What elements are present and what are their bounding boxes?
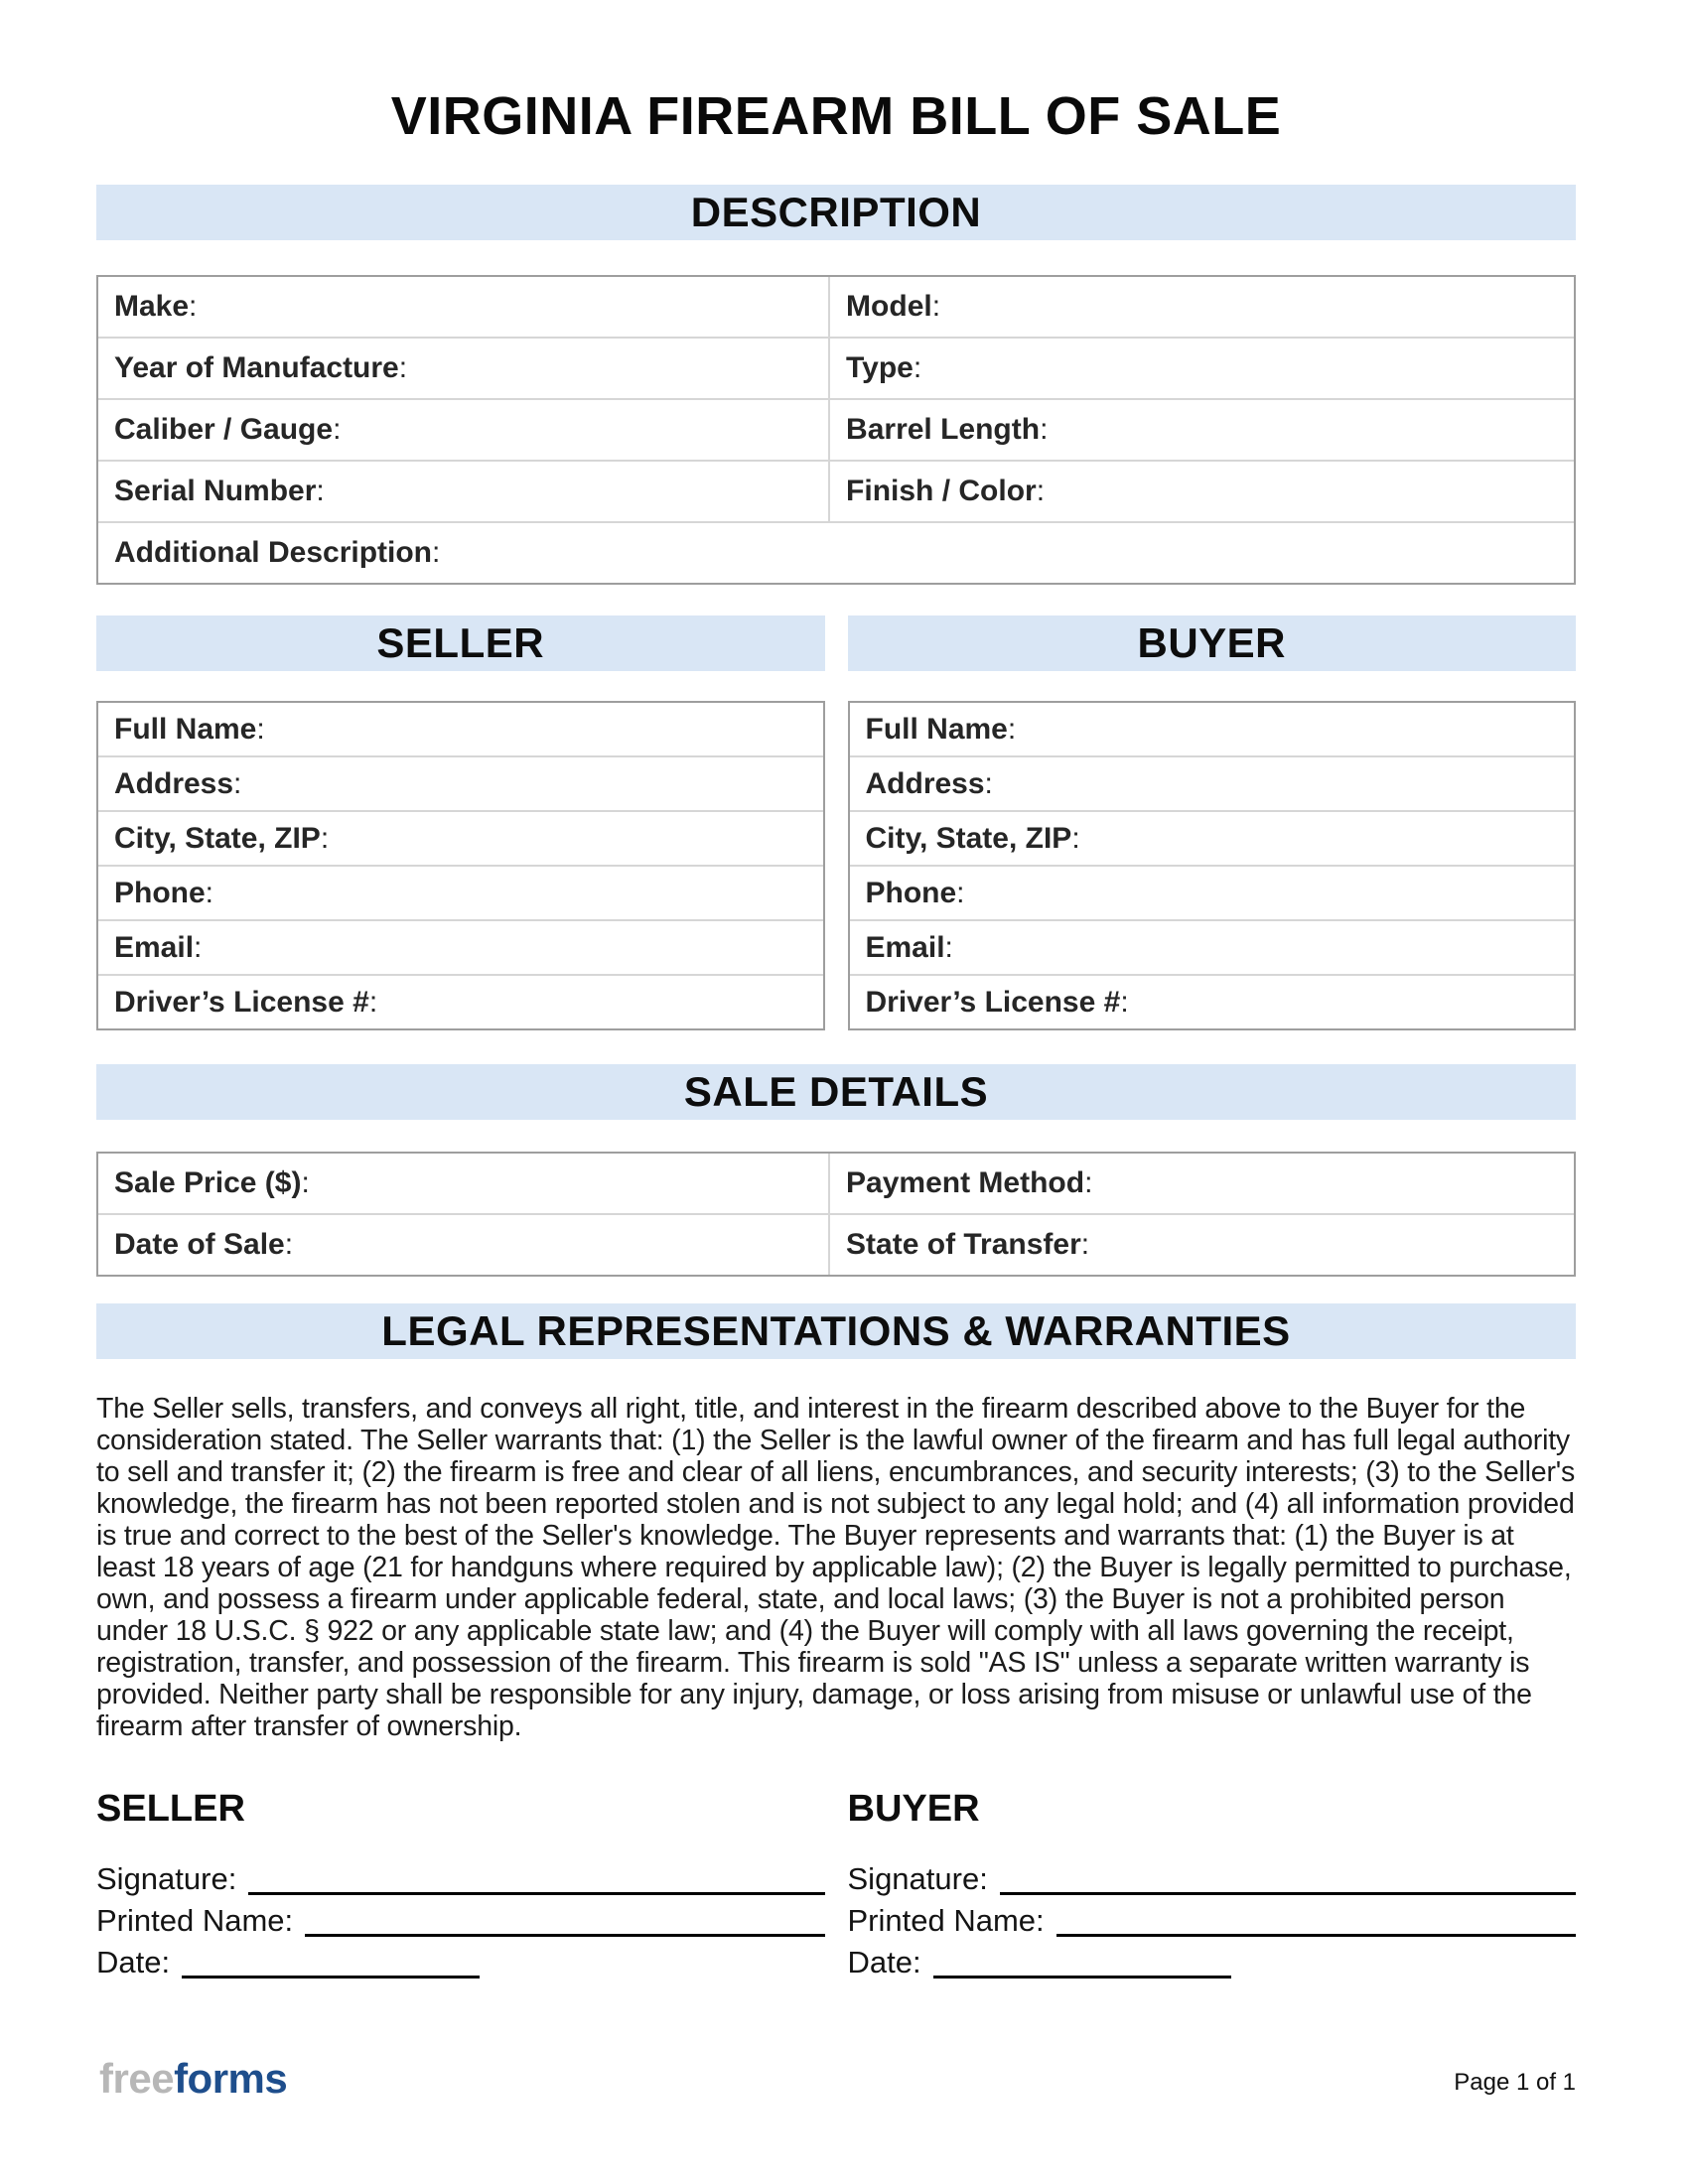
colon: :: [301, 1166, 310, 1199]
page-title: VIRGINIA FIREARM BILL OF SALE: [390, 86, 1282, 146]
colon: :: [227, 1861, 237, 1896]
seller-signature-label: [96, 1858, 236, 1900]
field-finish-color: [830, 462, 1574, 521]
logo-text-forms: forms: [174, 2055, 288, 2102]
field-type: [830, 339, 1574, 398]
buyer-full-name: [850, 703, 1575, 755]
label-text: Signature: [847, 1861, 980, 1896]
freeforms-logo: [99, 2055, 287, 2103]
label-text: Date: [96, 1945, 162, 1979]
field-additional-description: [98, 523, 1574, 583]
table-row: [98, 703, 823, 755]
label-text: Printed Name: [847, 1903, 1037, 1938]
colon: :: [1084, 1166, 1093, 1199]
field-payment-method-label: Payment Method: [846, 1166, 1085, 1199]
buyer-email: [850, 921, 1575, 974]
table-row: [850, 865, 1575, 919]
buyer-table: [848, 701, 1577, 1030]
colon: :: [956, 876, 965, 909]
colon: :: [284, 1903, 294, 1938]
field-barrel-length: [830, 400, 1574, 460]
colon: :: [189, 290, 198, 323]
colon: :: [316, 475, 325, 507]
seller-address: [98, 757, 823, 810]
field-sale-price-label: Sale Price ($): [114, 1166, 302, 1199]
seller-drivers-license: [98, 976, 823, 1028]
colon: :: [398, 351, 408, 384]
buyer-signature-row: [848, 1858, 1577, 1900]
colon: :: [333, 413, 342, 446]
section-header-description-label: DESCRIPTION: [690, 189, 982, 235]
label-text: Signature: [96, 1861, 228, 1896]
buyer-address: [850, 757, 1575, 810]
field-payment-method: [830, 1154, 1574, 1213]
seller-date-line: [182, 1942, 480, 1979]
colon: :: [256, 712, 265, 746]
colon: :: [931, 290, 941, 323]
colon: :: [944, 930, 953, 964]
buyer-signature-heading: BUYER: [847, 1788, 980, 1830]
table-row: [98, 755, 823, 810]
colon: :: [161, 1945, 171, 1979]
seller-drivers-license-label: Driver’s License #: [114, 985, 369, 1019]
colon: :: [320, 821, 330, 855]
description-table: [96, 275, 1576, 585]
section-header-seller-label: SELLER: [376, 619, 545, 666]
buyer-drivers-license-label: Driver’s License #: [865, 985, 1121, 1019]
seller-full-name-label: Full Name: [114, 712, 257, 746]
buyer-date-label: [848, 1942, 921, 1983]
buyer-phone-label: Phone: [865, 876, 957, 909]
buyer-date-row: [848, 1942, 1577, 1983]
section-header-description: [96, 185, 1576, 240]
seller-printed-name-label: [96, 1900, 293, 1942]
table-row: [850, 919, 1575, 974]
section-header-sale-details-label: SALE DETAILS: [683, 1068, 989, 1115]
colon: :: [205, 876, 214, 909]
colon: :: [984, 766, 993, 800]
seller-signature-line: [248, 1858, 824, 1895]
table-row: [98, 810, 823, 865]
buyer-printed-name-row: [848, 1900, 1577, 1942]
seller-phone: [98, 867, 823, 919]
table-row: [850, 755, 1575, 810]
colon: :: [432, 536, 441, 569]
seller-signature-row: [96, 1858, 825, 1900]
colon: :: [368, 985, 378, 1019]
field-year-of-manufacture-label: Year of Manufacture: [114, 351, 399, 384]
buyer-printed-name-line: [1056, 1900, 1576, 1937]
sale-details-table: [96, 1152, 1576, 1277]
section-header-seller: [96, 615, 825, 671]
section-header-buyer: [848, 615, 1577, 671]
field-make-label: Make: [114, 290, 190, 323]
buyer-signature-label: [848, 1858, 988, 1900]
buyer-signature-block: [848, 1788, 1577, 1983]
table-row: [850, 703, 1575, 755]
colon: :: [1036, 475, 1046, 507]
buyer-full-name-label: Full Name: [865, 712, 1008, 746]
table-row: [98, 521, 1574, 583]
buyer-city-state-zip-label: City, State, ZIP: [865, 821, 1072, 855]
colon: :: [1120, 985, 1129, 1019]
field-additional-description-label: Additional Description: [114, 536, 433, 569]
buyer-date-line: [933, 1942, 1231, 1979]
field-caliber-gauge: [98, 400, 830, 460]
field-serial-number-label: Serial Number: [114, 475, 317, 507]
table-row: [98, 919, 823, 974]
seller-date-label: [96, 1942, 170, 1983]
colon: :: [979, 1861, 988, 1896]
buyer-phone: [850, 867, 1575, 919]
signature-section: [96, 1788, 1576, 1983]
document-content: [96, 0, 1576, 1983]
buyer-signature-line: [1000, 1858, 1576, 1895]
field-serial-number: [98, 462, 830, 521]
seller-signature-block: [96, 1788, 825, 1983]
seller-email: [98, 921, 823, 974]
field-barrel-length-label: Barrel Length: [846, 413, 1041, 446]
field-state-of-transfer: [830, 1215, 1574, 1275]
field-state-of-transfer-label: State of Transfer: [846, 1228, 1081, 1261]
seller-printed-name-row: [96, 1900, 825, 1942]
seller-city-state-zip-label: City, State, ZIP: [114, 821, 321, 855]
field-model: [830, 277, 1574, 337]
colon: :: [1007, 712, 1017, 746]
label-text: Printed Name: [96, 1903, 285, 1938]
colon: :: [1036, 1903, 1045, 1938]
table-row: [98, 1213, 1574, 1275]
table-row: [98, 1154, 1574, 1213]
seller-full-name: [98, 703, 823, 755]
buyer-printed-name-label: [848, 1900, 1045, 1942]
colon: :: [1080, 1228, 1090, 1261]
field-caliber-gauge-label: Caliber / Gauge: [114, 413, 334, 446]
page-footer: [99, 2055, 1576, 2103]
page-indicator: Page 1 of 1: [1454, 2069, 1576, 2096]
section-header-legal-label: LEGAL REPRESENTATIONS & WARRANTIES: [381, 1307, 1291, 1354]
seller-email-label: Email: [114, 930, 195, 964]
colon: :: [913, 351, 922, 384]
table-row: [850, 810, 1575, 865]
seller-date-row: [96, 1942, 825, 1983]
buyer-address-label: Address: [865, 766, 985, 800]
seller-signature-rows: [96, 1858, 825, 1983]
colon: :: [284, 1228, 294, 1261]
field-make: [98, 277, 830, 337]
colon: :: [233, 766, 242, 800]
seller-signature-heading: SELLER: [96, 1788, 245, 1830]
table-row: [98, 277, 1574, 337]
field-sale-price: [98, 1154, 830, 1213]
seller-address-label: Address: [114, 766, 234, 800]
table-row: [98, 337, 1574, 398]
buyer-signature-rows: [848, 1858, 1577, 1983]
colon: :: [1040, 413, 1049, 446]
section-header-sale-details: [96, 1064, 1576, 1120]
colon: :: [1071, 821, 1080, 855]
buyer-email-label: Email: [865, 930, 945, 964]
table-row: [98, 398, 1574, 460]
party-section-headers: [96, 615, 1576, 671]
section-header-buyer-label: BUYER: [1137, 619, 1287, 666]
buyer-drivers-license: [850, 976, 1575, 1028]
section-header-legal: [96, 1303, 1576, 1359]
logo-text-free: free: [99, 2055, 175, 2102]
seller-table: [96, 701, 825, 1030]
field-type-label: Type: [846, 351, 914, 384]
field-year-of-manufacture: [98, 339, 830, 398]
seller-phone-label: Phone: [114, 876, 206, 909]
field-date-of-sale-label: Date of Sale: [114, 1228, 285, 1261]
field-date-of-sale: [98, 1215, 830, 1275]
table-row: [98, 460, 1574, 521]
party-tables: [96, 701, 1576, 1030]
colon: :: [912, 1945, 921, 1979]
table-row: [98, 865, 823, 919]
buyer-city-state-zip: [850, 812, 1575, 865]
table-row: [98, 974, 823, 1028]
field-model-label: Model: [846, 290, 932, 323]
seller-city-state-zip: [98, 812, 823, 865]
label-text: Date: [847, 1945, 913, 1979]
field-finish-color-label: Finish / Color: [846, 475, 1037, 507]
table-row: [850, 974, 1575, 1028]
legal-representations-text: The Seller sells, transfers, and conveys all right, title, and interest in the firearm described above to the Buyer for the consideration stated. The Seller warrants that: (1) the Seller is the lawful owner of the firearm and has full legal authority to sell and transfer it; (2) the firearm is free and clear of all liens, encumbrances, and security interests; (3) to the Seller's knowledge, the firearm has not been reported stolen and is not subject to any legal hold; and (4) all information provided is true and correct to the best of the Seller's knowledge. The Buyer represents and warrants that: (1) the Buyer is at least 18 years of age (21 for handguns where required by applicable law); (2) the Buyer is legally permitted to purchase, own, and possess a firearm under applicable federal, state, and local laws; (3) the Buyer is not a prohibited person under 18 U.S.C. § 922 or any applicable state law; and (4) the Buyer will comply with all laws governing the receipt, registration, transfer, and possession of the firearm. This firearm is sold "AS IS" unless a separate written warranty is provided. Neither party shall be responsible for any injury, damage, or loss arising from misuse or unlawful use of the firearm after transfer of ownership.: [96, 1393, 1576, 1742]
colon: :: [194, 930, 203, 964]
seller-printed-name-line: [305, 1900, 824, 1937]
